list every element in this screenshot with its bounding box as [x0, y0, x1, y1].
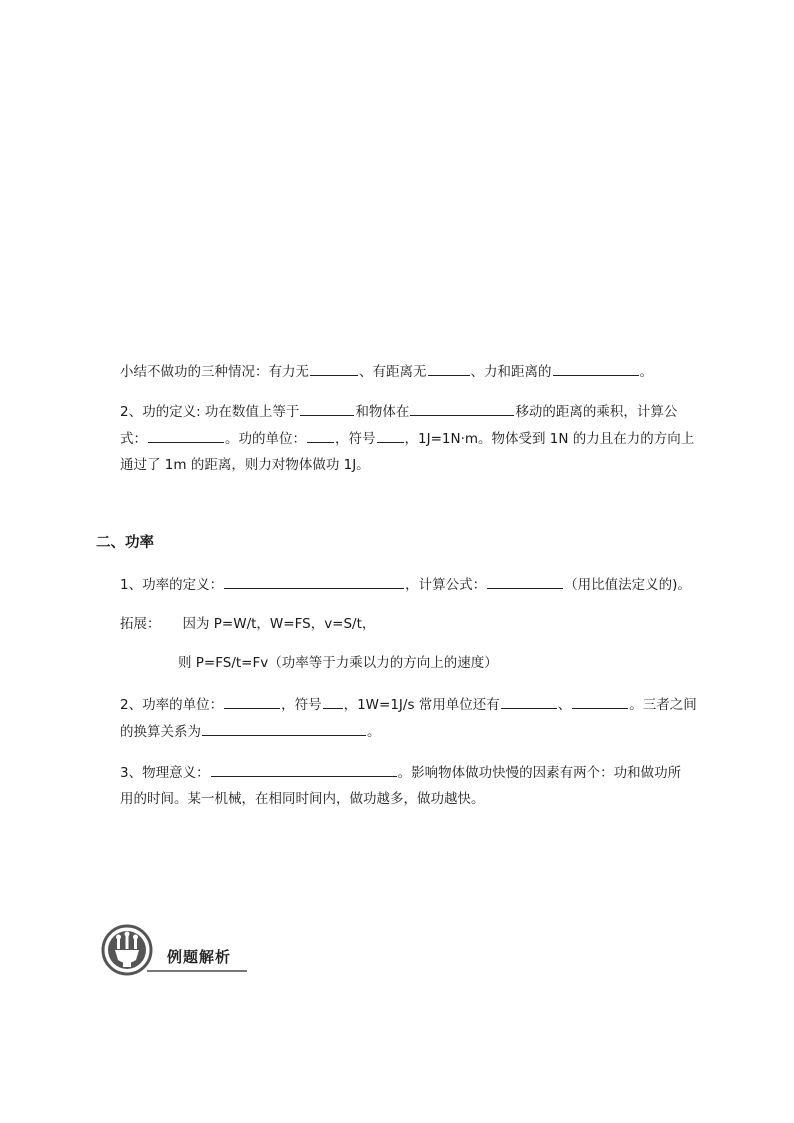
work-definition-line-2	[120, 428, 694, 449]
blank[interactable]	[224, 694, 280, 709]
blank[interactable]	[428, 361, 470, 376]
power-unit-line-1	[120, 694, 697, 715]
section-title-power: 二、功率	[96, 535, 154, 551]
example-analysis-banner	[101, 924, 251, 976]
extension-line-1	[120, 614, 375, 634]
text: ，符号	[335, 431, 376, 447]
text: 则 P=FS/t=Fv（功率等于力乘以力的方向上的速度）	[178, 655, 498, 671]
text: 1、功率的定义：	[120, 577, 224, 593]
text: 2、功率的单位：	[120, 697, 224, 713]
work-definition-line-1	[120, 401, 677, 422]
work-definition-line-3	[120, 455, 370, 475]
text: 用的时间。某一机械，在相同时间内，做功越多，做功越快。	[120, 791, 485, 807]
blank[interactable]	[553, 361, 639, 376]
meaning-line-1	[120, 762, 681, 783]
blank[interactable]	[307, 428, 334, 443]
meaning-line-2	[120, 789, 485, 809]
extension-line-2	[178, 653, 498, 673]
text: 式：	[120, 431, 147, 447]
text: 。	[367, 724, 381, 740]
text: 。三者之间	[629, 697, 697, 713]
blank[interactable]	[300, 401, 354, 416]
summary-line	[120, 361, 653, 382]
blank[interactable]	[310, 361, 358, 376]
text: 的换算关系为	[120, 724, 201, 740]
text: ，1W=1J/s 常用单位还有	[343, 697, 500, 713]
blank[interactable]	[202, 721, 366, 736]
text: 通过了 1m 的距离，则力对物体做功 1J。	[120, 457, 370, 473]
blank[interactable]	[224, 574, 404, 589]
text: ，计算公式：	[405, 577, 487, 593]
text: 。	[639, 364, 653, 380]
trophy-badge-icon	[101, 924, 153, 976]
text: ，符号	[281, 697, 322, 713]
text: 和物体在	[355, 404, 410, 420]
blank[interactable]	[410, 401, 514, 416]
blank[interactable]	[487, 574, 563, 589]
text: 、力和距离的	[470, 364, 552, 380]
power-unit-line-2	[120, 721, 381, 742]
blank[interactable]	[211, 762, 397, 777]
text: 拓展：	[120, 616, 161, 632]
text: 因为 P=W/t，W=FS，v=S/t，	[182, 616, 376, 632]
text: 。影响物体做功快慢的因素有两个：功和做功所	[397, 765, 682, 781]
text: 、	[557, 697, 572, 713]
text: （用比值法定义的)。	[564, 577, 691, 593]
banner-label: 例题解析	[167, 948, 232, 966]
text: 小结不做功的三种情况：有力无	[120, 364, 309, 380]
blank[interactable]	[501, 694, 557, 709]
text: 3、物理意义：	[120, 765, 210, 781]
blank[interactable]	[572, 694, 628, 709]
blank[interactable]	[377, 428, 404, 443]
banner-underline	[147, 970, 247, 972]
blank[interactable]	[148, 428, 224, 443]
text: 、有距离无	[359, 364, 427, 380]
blank[interactable]	[323, 694, 343, 709]
text: 2、功的定义: 功在数值上等于	[120, 404, 300, 420]
power-definition-line	[120, 574, 691, 595]
text: ，1J=1N·m。物体受到 1N 的力且在力的方向上	[404, 431, 695, 447]
text: 移动的距离的乘积，计算公	[515, 404, 678, 420]
text: 。功的单位：	[225, 431, 306, 447]
